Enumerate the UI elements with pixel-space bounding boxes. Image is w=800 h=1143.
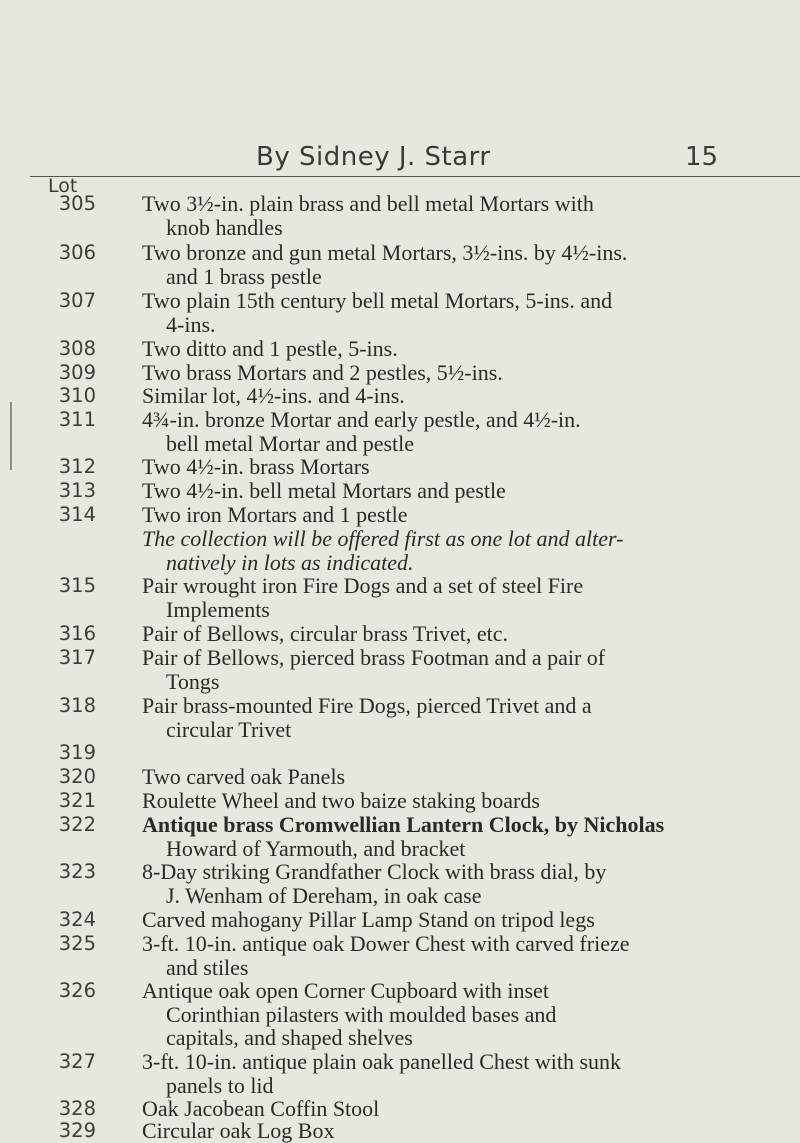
lot-description — [142, 361, 792, 385]
lot-description — [142, 192, 792, 239]
lot-description — [142, 455, 792, 479]
lot-line: Similar lot, 4½-ins. and 4-ins. — [142, 383, 405, 408]
lot-number: 305 — [58, 192, 96, 215]
lot-line: Two 4½-in. brass Mortars — [142, 454, 370, 479]
page-header — [0, 142, 800, 178]
lot-number: 308 — [58, 337, 96, 360]
lot-line: Two brass Mortars and 2 pestles, 5½-ins. — [142, 360, 503, 385]
lot-number: 307 — [58, 289, 96, 312]
lot-line: Antique oak open Corner Cupboard with inset — [142, 978, 549, 1003]
lot-line: 4¾-in. bronze Mortar and early pestle, and 4½-in. — [142, 407, 581, 432]
lot-line: 4-ins. — [166, 311, 216, 337]
lot-number: 311 — [58, 408, 96, 431]
lot-line: panels to lid — [166, 1072, 274, 1098]
lot-number: 327 — [58, 1050, 96, 1073]
lot-description — [142, 337, 792, 361]
lot-description — [142, 979, 792, 1050]
lot-number: 329 — [58, 1119, 96, 1142]
lot-line: bell metal Mortar and pestle — [166, 430, 415, 456]
lot-description — [142, 860, 792, 907]
lot-description — [142, 574, 792, 621]
lot-number: 322 — [58, 813, 96, 836]
lot-number: 306 — [58, 241, 96, 264]
lot-description — [142, 1119, 792, 1143]
margin-bracket — [10, 402, 12, 470]
note-line: natively in lots as indicated. — [166, 549, 414, 575]
lot-description — [142, 479, 792, 503]
lot-line: capitals, and shaped shelves — [166, 1025, 413, 1050]
lot-description — [142, 765, 792, 789]
lot-line: Implements — [166, 596, 270, 622]
lot-line: Howard of Yarmouth, and bracket — [166, 835, 466, 861]
lot-line: Pair wrought iron Fire Dogs and a set of steel Fire — [142, 573, 584, 598]
lot-line: Antique brass Cromwellian Lantern Clock, by Nicholas — [142, 812, 665, 837]
lot-number: 309 — [58, 361, 96, 384]
lot-line: and stiles — [166, 954, 249, 980]
lot-description — [142, 813, 792, 860]
lot-line: Two iron Mortars and 1 pestle — [142, 502, 408, 527]
lot-line: Two carved oak Panels — [142, 764, 346, 789]
lot-description — [142, 1050, 792, 1097]
lot-line: J. Wenham of Dereham, in oak case — [166, 882, 482, 908]
lot-description — [142, 622, 792, 646]
lot-number: 313 — [58, 479, 96, 502]
lot-description — [142, 384, 792, 408]
lot-description — [142, 694, 792, 741]
lot-line: Circular oak Log Box — [142, 1118, 335, 1143]
lot-line: knob handles — [166, 214, 283, 240]
lot-line: Two plain 15th century bell metal Mortars, 5-ins. and — [142, 288, 613, 313]
lot-number: 316 — [58, 622, 96, 645]
lot-line: Roulette Wheel and two baize staking boards — [142, 788, 540, 813]
lot-description — [142, 932, 792, 979]
lot-description — [142, 1097, 792, 1121]
lot-line: Two 3½-in. plain brass and bell metal Mortars with — [142, 191, 594, 216]
lot-number: 318 — [58, 694, 96, 717]
lot-line: 3-ft. 10-in. antique plain oak panelled Chest with sunk — [142, 1049, 622, 1074]
lot-line: Pair of Bellows, circular brass Trivet, etc. — [142, 621, 508, 646]
header-rule — [30, 176, 800, 177]
lot-number: 321 — [58, 789, 96, 812]
lot-number: 324 — [58, 908, 96, 931]
lot-line: Corinthian pilasters with moulded bases and — [166, 1001, 557, 1027]
lot-number: 320 — [58, 765, 96, 788]
lot-number: 328 — [58, 1097, 96, 1120]
lot-line: 8-Day striking Grandfather Clock with brass dial, by — [142, 859, 607, 884]
lot-line: Carved mahogany Pillar Lamp Stand on tripod legs — [142, 907, 595, 932]
lot-number: 315 — [58, 574, 96, 597]
lot-line: Pair of Bellows, pierced brass Footman and a pair of — [142, 645, 606, 670]
lot-line: 3-ft. 10-in. antique oak Dower Chest with carved frieze — [142, 931, 630, 956]
lot-description — [142, 289, 792, 336]
lot-line: Two bronze and gun metal Mortars, 3½-ins. by 4½-ins. — [142, 240, 628, 265]
lot-line: circular Trivet — [166, 716, 292, 742]
lot-number: 314 — [58, 503, 96, 526]
lot-line: Two ditto and 1 pestle, 5-ins. — [142, 336, 398, 361]
note-line: The collection will be offered first as one lot and alter- — [142, 526, 624, 551]
lot-number: 319 — [58, 741, 96, 764]
collection-note — [142, 527, 792, 574]
lot-line: Two 4½-in. bell metal Mortars and pestle — [142, 478, 506, 503]
lot-column-label: Lot — [48, 175, 78, 197]
lot-description — [142, 908, 792, 932]
lot-number: 312 — [58, 455, 96, 478]
page-number: 15 — [685, 142, 719, 172]
lot-description — [142, 789, 792, 813]
lot-number: 317 — [58, 646, 96, 669]
running-title: By Sidney J. Starr — [256, 142, 491, 172]
lot-line: Oak Jacobean Coffin Stool — [142, 1096, 380, 1121]
lot-number: 323 — [58, 860, 96, 883]
lot-line: Pair brass-mounted Fire Dogs, pierced Trivet and a — [142, 693, 592, 718]
lot-number: 325 — [58, 932, 96, 955]
lot-description — [142, 408, 792, 455]
lot-number: 310 — [58, 384, 96, 407]
lot-description — [142, 646, 792, 693]
lot-line: and 1 brass pestle — [166, 263, 322, 289]
lot-line: Tongs — [166, 668, 220, 694]
lot-number: 326 — [58, 979, 96, 1002]
lot-description — [142, 503, 792, 527]
lot-description — [142, 241, 792, 288]
